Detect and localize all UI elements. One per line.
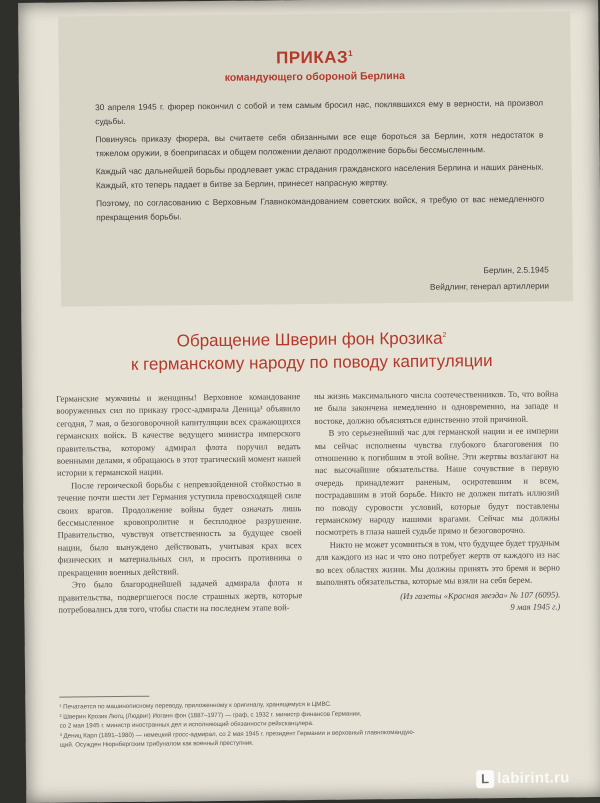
watermark-text: labirint.ru	[497, 769, 570, 788]
order-signature: Вейдлинг, генерал артиллерии	[429, 280, 550, 292]
order-title	[59, 45, 571, 70]
order-subtitle: командующего обороной Берлина	[224, 69, 405, 84]
appeal-column-left	[56, 390, 302, 616]
footnote: щий. Осужден Нюрнбергским трибуналом как военный преступник.	[59, 739, 254, 749]
appeal-title-line2: к германскому народу по поводу капитуляции	[130, 351, 493, 374]
appeal-paragraph: ны жизнь максимального числа соотечественников. То, что война не была закончена немедленно и одновременно, на западе и востоке, должно объясняться единственно этой причиной.	[314, 388, 559, 426]
footnote: со 2 мая 1945 г. министр иностранных дел и исполняющий обязанности рейхсканцлера.	[59, 719, 314, 730]
footnotes	[59, 697, 559, 750]
appeal-paragraph: Никто не может усомниться в том, что будущее будет трудным для каждого из нас и что оно потребует жертв от каждого из нас во всех областях жизни. Мы должны принять это бремя и верно выполнять обязательства, которые мы взяли на себя берем.	[315, 537, 561, 588]
footnote-divider	[59, 696, 149, 698]
order-paragraph: 30 апреля 1945 г. фюрер покончил с собой и тем самым бросил нас, поклявшихся ему в верности, на произвол судьбы.	[95, 97, 544, 127]
watermark-logo-icon: L	[476, 770, 494, 788]
appeal-paragraph: Германские мужчины и женщины! Верховное командование вооруженных сил по приказу гросс-адмирала Деница³ объявило сегодня, 7 мая, о безоговорочной капитуляции всех сражающихся германских войск. В качестве ведущего министра имперского правительства, которому адмирал флота поручил ведать военными делами, я обращаюсь в этот трагический момент нашей истории к германской нации.	[56, 391, 301, 479]
footnote: ³ Дениц Карл (1891–1980) — немецкий гросс-адмирал, со 2 мая 1945 г. президент Германии и верховный главнокомандую-	[59, 728, 415, 740]
appeal-paragraph: После героической борьбы с непревзойденной стойкостью в течение почти шести лет Германия уступила превосходящей силе своих врагов. Продолжение войны будет означать лишь бессмысленное кровопролитие и бесплодное разрушение. Правительство, чувствуя ответственность за будущее своей нации, было вынуждено действовать, учитывая крах всех физических и материальных сил, и просить противника о прекращении военных действий.	[57, 477, 302, 578]
order-paragraph: Повинуясь приказу фюрера, вы считаете себя обязанными все еще бороться за Берлин, хотя недостаток в тяжелом оружии, в боеприпасах и общем положении делают продолжение борьбы бессмысленным.	[95, 129, 544, 159]
appeal-paragraph: Это было благороднейшей задачей адмирала флота и правительства, подвергшегося после страшных жертв, которые потребовались для того, чтобы спасти на последнем этапе вой-	[58, 577, 303, 615]
appeal-column-right	[314, 387, 560, 615]
site-watermark	[476, 769, 600, 792]
appeal-paragraph: В это серьезнейший час для германской нации и ее империи мы сейчас исполнены чувства глубокого благоговения по отношению к погибшим в этой войне. Эти жертвы возлагают на нас высочайшие обязательства. Наше сочувствие в первую очередь принадлежит раненым, осиротевшим и всем, пострадавшим в этой борьбе. Никто не должен питать иллюзий по поводу суровости условий, которые будут поставлены германскому народу нашими врагами. Сейчас мы должны посмотреть в глаза нашей судьбе прямо и безоговорочно.	[314, 425, 560, 538]
footnote: ¹ Печатается по машинописному переводу, приложенному к оригиналу, хранящемуся в ЦМВС.	[59, 700, 332, 711]
appeal-title-line1	[21, 327, 600, 353]
order-title-text: ПРИКАЗ	[275, 47, 349, 68]
order-body	[95, 96, 544, 229]
order-box	[58, 11, 573, 306]
order-signature-block	[430, 261, 549, 294]
footnote: ² Шверин Крозик Лютц (Людвиг) Иоганн фон (1887–1977) — граф, с 1932 г. министр финансов Германии,	[59, 709, 362, 721]
appeal-source: (Из газеты «Красная звезда» № 107 (6095).	[400, 588, 561, 601]
appeal-title-text: Обращение Шверин фон Крозика	[176, 328, 443, 351]
order-title-footnote-ref: 1	[348, 48, 354, 58]
book-page	[18, 0, 600, 803]
appeal-title-footnote-ref: 2	[442, 331, 447, 339]
order-place-date: Берлин, 2.5.1945	[483, 264, 549, 276]
order-paragraph: Поэтому, по согласованию с Верховным Главнокомандованием советских войск, я требую от вас немедленного прекращения борьбы.	[96, 193, 545, 223]
order-paragraph: Каждый час дальнейшей борьбы продлевает ужас страдания гражданского населения Берлина и наших раненых. Каждый, кто теперь падает в битве за Берлин, принесет напрасную жертву.	[95, 161, 544, 191]
appeal-source-date: 9 мая 1945 г.)	[510, 601, 561, 612]
